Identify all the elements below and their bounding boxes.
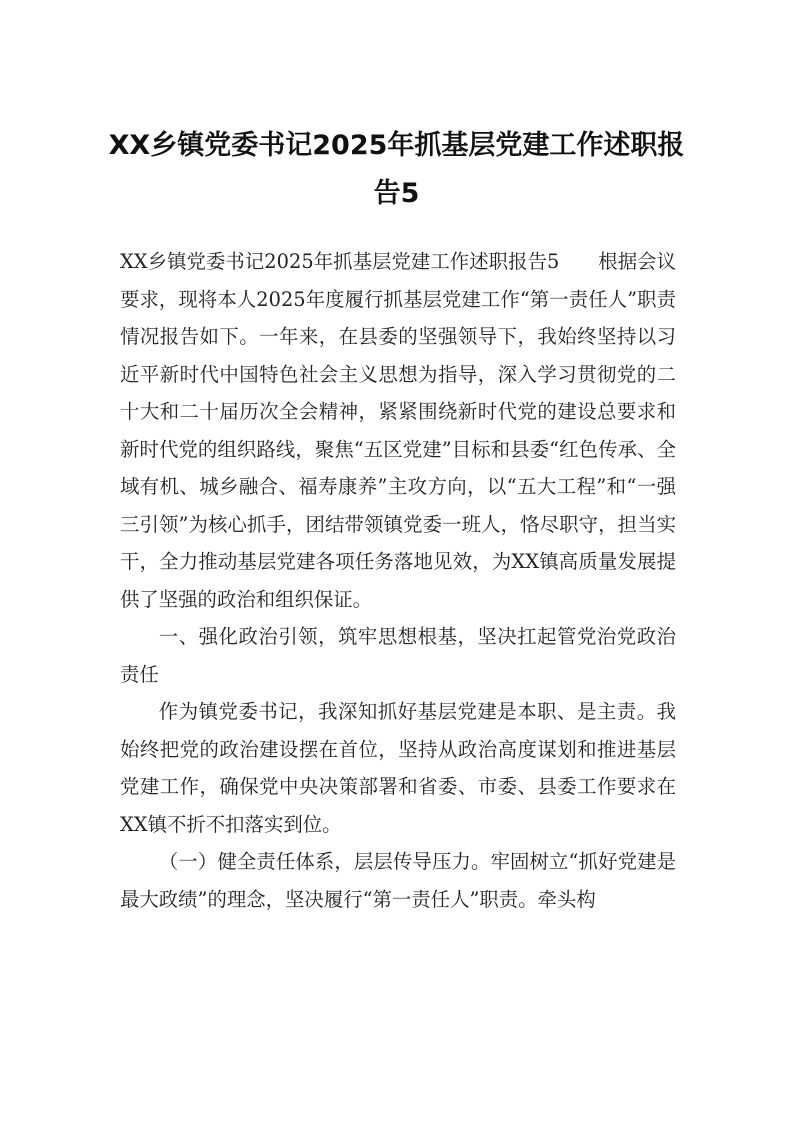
subsection-1-paragraph: （一）健全责任体系，层层传导压力。牢固树立“抓好党建是最大政绩”的理念，坚决履行“第一责任人”职责。牵头构 [120, 850, 676, 911]
document-title: XX乡镇党委书记2025年抓基层党建工作述职报告5 [108, 130, 685, 209]
section-1-paragraph: 作为镇党委书记，我深知抓好基层党建是本职、是主责。我始终把党的政治建设摆在首位，坚持从政治高度谋划和推进基层党建工作，确保党中央决策部署和省委、市委、县委工作要求在XX镇不折不扣落实到位。 [120, 700, 676, 836]
intro-paragraph: XX乡镇党委书记2025年抓基层党建工作述职报告5 根据会议要求，现将本人2025年度履行抓基层党建工作“第一责任人”职责情况报告如下。一年来，在县委的坚强领导下，我始终坚持以习近平新时代中国特色社会主义思想为指导，深入学习贯彻党的二十大和二十届历次全会精神，紧紧围绕新时代党的建设总要求和新时代党的组织路线，聚焦“五区党建”目标和县委“红色传承、全域有机、城乡融合、福寿康养”主攻方向，以“五大工程”和“一强三引领”为核心抓手，团结带领镇党委一班人，恪尽职守，担当实干，全力推动基层党建各项任务落地见效，为XX镇高质量发展提供了坚强的政治和组织保证。 [120, 250, 676, 611]
section-heading-1: 一、强化政治引领，筑牢思想根基，坚决扛起管党治党政治责任 [120, 625, 676, 686]
document-body [120, 243, 676, 918]
